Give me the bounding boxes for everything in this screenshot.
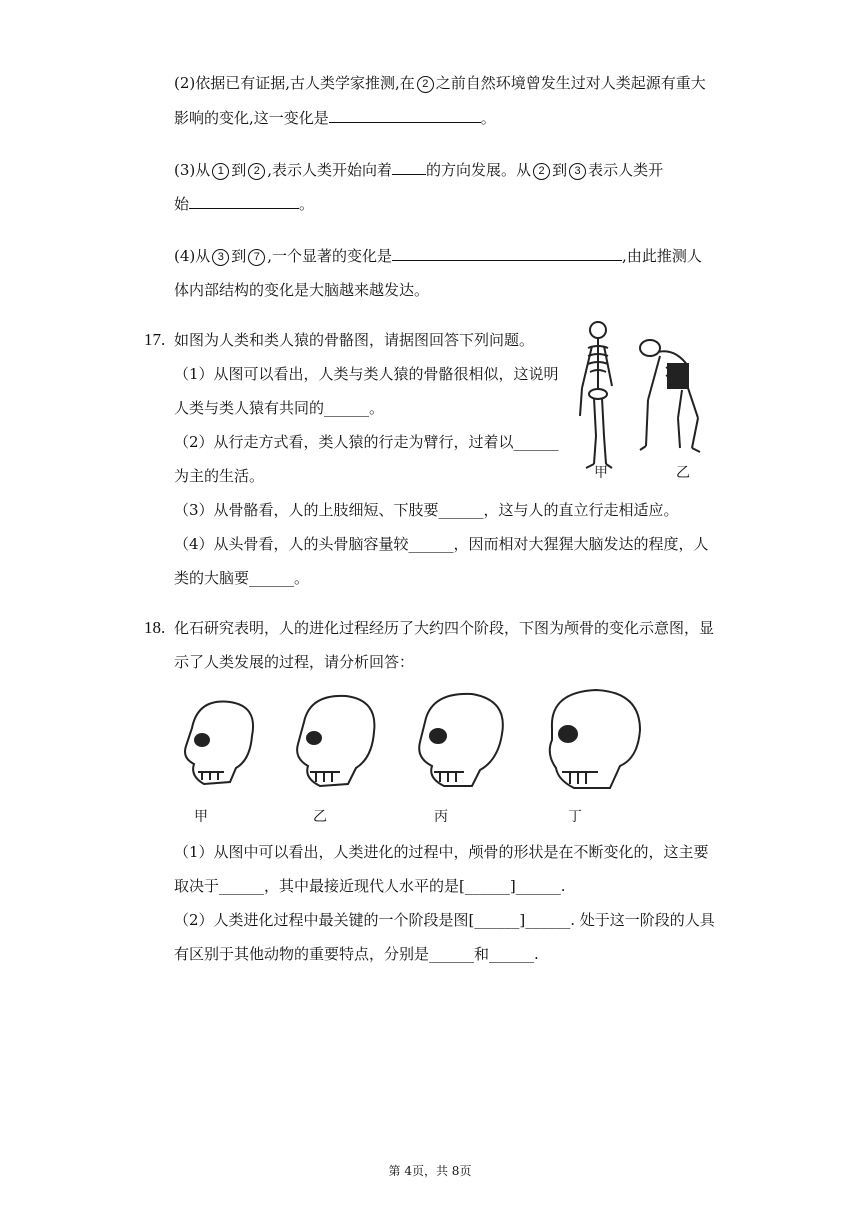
q17-sub4-line1: （4）从头骨看，人的头骨脑容量较______，因而相对大猩猩大脑发达的程度，人 [174, 535, 709, 553]
skull-label-bing: 丙 [434, 808, 448, 824]
text: 体内部结构的变化是大脑越来越发达。 [174, 281, 430, 299]
answer-blank[interactable] [392, 246, 622, 261]
q18-sub1-line2: 取决于______，其中最接近现代人水平的是[______]______. [174, 877, 566, 895]
text: 到 [231, 247, 247, 265]
text: (2)依据已有证据,古人类学家推测,在 [174, 74, 415, 92]
text: 之前自然环境曾发生过对人类起源有重大 [435, 74, 706, 92]
answer-blank[interactable] [392, 160, 426, 175]
q18-sub1-line1: （1）从图中可以看出，人类进化的过程中，颅骨的形状是在不断变化的，这主要 [174, 843, 709, 861]
q17-sub4-line2: 类的大脑要______。 [174, 569, 310, 587]
answer-blank[interactable] [329, 108, 481, 123]
text: 的方向发展。从 [426, 161, 532, 179]
skull-jia [185, 702, 253, 784]
circled-number: 3 [212, 249, 229, 266]
text: 始 [174, 195, 190, 213]
q16-part3-line1 [174, 160, 663, 180]
q17-stem: 如图为人类和类人猿的骨骼图，请据图回答下列问题。 [174, 331, 535, 349]
circled-number: 2 [248, 163, 265, 180]
q17-sub2-line1: （2）从行走方式看，类人猿的行走为臂行，过着以______ [174, 433, 559, 451]
q18-stem-line2: 示了人类发展的过程，请分析回答： [174, 653, 415, 671]
circled-number: 1 [212, 163, 229, 180]
q16-part2-line2 [174, 108, 496, 128]
skull-label-yi: 乙 [313, 808, 327, 824]
text: 影响的变化,这一变化是 [174, 109, 329, 127]
q16-part2-line1 [174, 73, 706, 93]
q17-sub2-line2: 为主的生活。 [174, 467, 265, 485]
text: 到 [231, 161, 247, 179]
q18-sub2-line2: 有区别于其他动物的重要特点，分别是______和______. [174, 945, 539, 963]
skull-label-jia: 甲 [194, 808, 208, 824]
skeleton-figure [570, 318, 720, 480]
circled-number: 7 [248, 249, 265, 266]
q16-part3-line2 [174, 194, 314, 214]
page-footer: 第 4页，共 8页 [388, 1164, 472, 1178]
skull-bing [419, 694, 503, 786]
q17-sub1-line1: （1）从图可以看出，人类与类人猿的骨骼很相似，这说明 [174, 365, 559, 383]
text: (3)从 [174, 161, 211, 179]
question-number-17: 17. [144, 330, 166, 349]
skull-ding [550, 690, 640, 788]
circled-number: 3 [569, 163, 586, 180]
circled-number: 2 [533, 163, 550, 180]
q18-sub2-line1: （2）人类进化过程中最关键的一个阶段是图[______]______. 处于这一阶段的人具 [174, 911, 715, 929]
q17-sub3: （3）从骨骼看，人的上肢细短、下肢要______，这与人的直立行走相适应。 [174, 501, 679, 519]
text: (4)从 [174, 247, 211, 265]
label-yi: 乙 [676, 464, 690, 480]
q18-stem-line1: 化石研究表明，人的进化过程经历了大约四个阶段，下图为颅骨的变化示意图，显 [174, 619, 715, 637]
text: 。 [299, 195, 315, 213]
q16-part4-line2 [174, 280, 429, 300]
skull-yi [297, 696, 374, 786]
skull-figure [180, 688, 650, 798]
text: 表示人类开 [588, 161, 664, 179]
question-number-18: 18. [144, 618, 166, 637]
answer-blank[interactable] [189, 194, 299, 209]
circled-number: 2 [417, 76, 434, 93]
label-jia: 甲 [594, 464, 608, 480]
ape-skeleton [640, 340, 700, 452]
text: ,一个显著的变化是 [267, 247, 393, 265]
text: ,由此推测人 [622, 247, 702, 265]
q17-sub1-line2: 人类与类人猿有共同的______。 [174, 399, 385, 417]
human-skeleton [580, 322, 612, 468]
text: 。 [480, 109, 496, 127]
text: ,表示人类开始向着 [267, 161, 393, 179]
skull-label-ding: 丁 [568, 808, 582, 824]
q16-part4-line1 [174, 246, 702, 266]
text: 到 [552, 161, 568, 179]
